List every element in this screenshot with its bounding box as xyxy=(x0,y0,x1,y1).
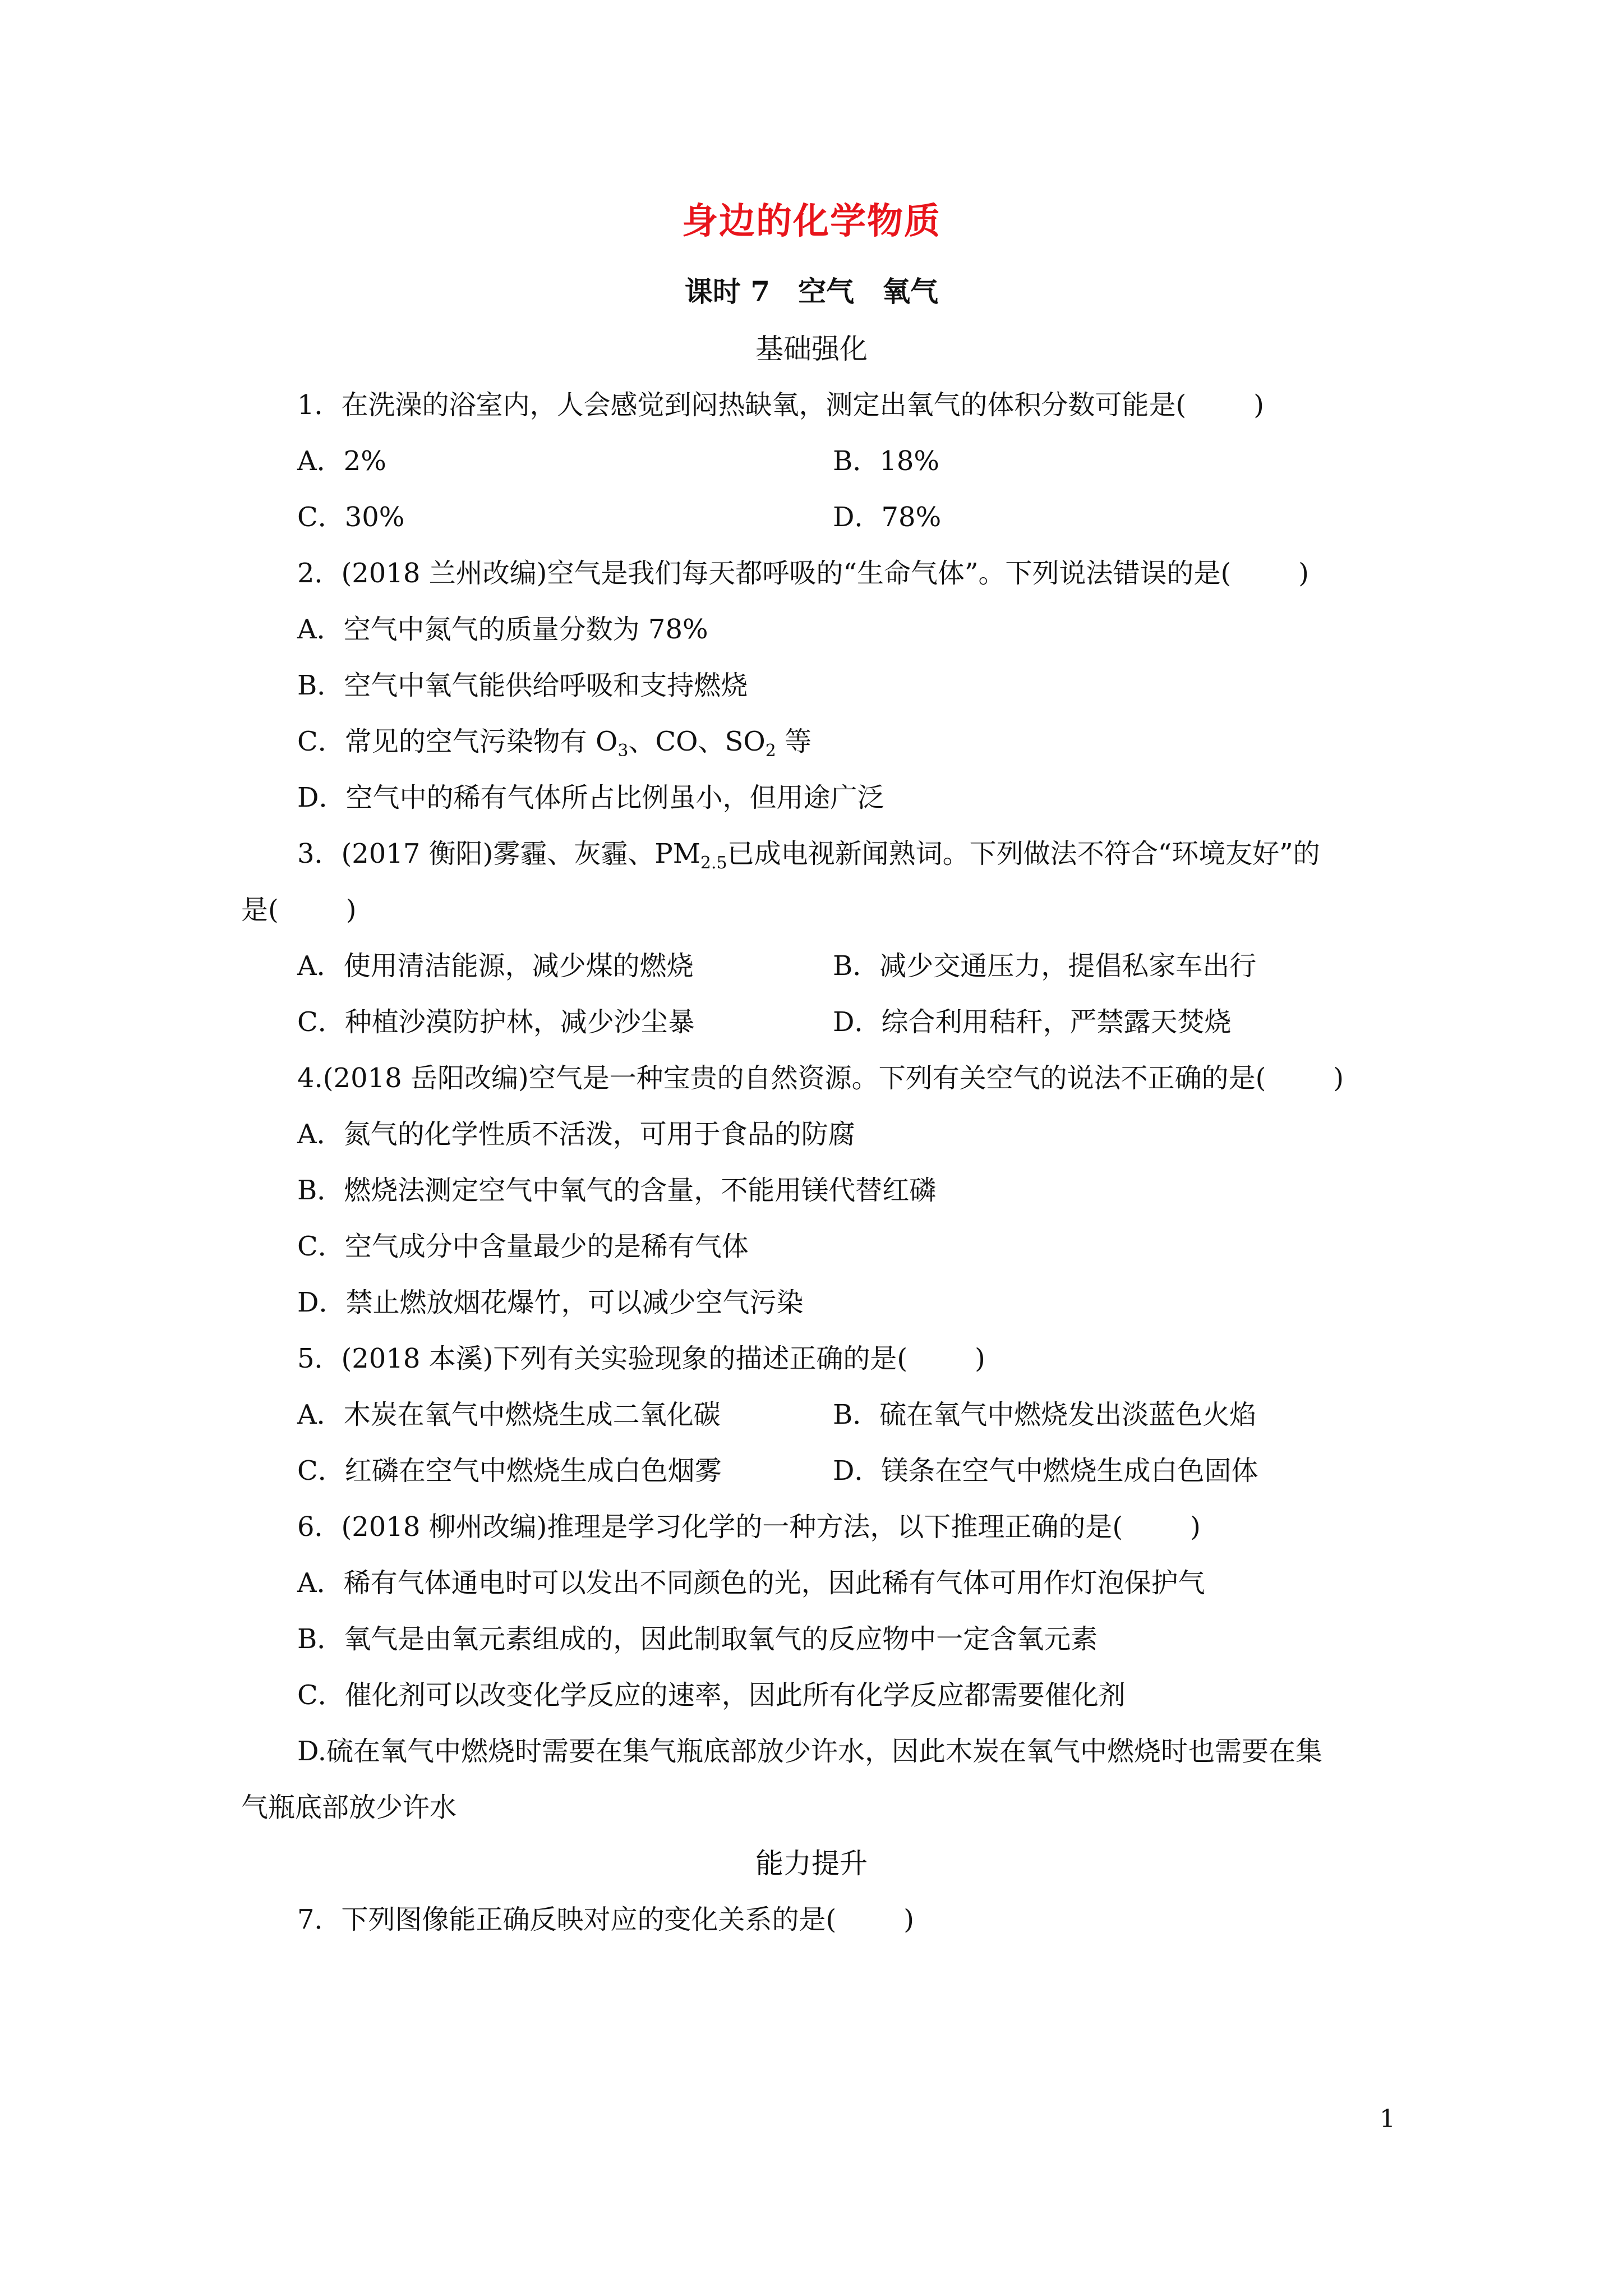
question-3-option-d: D．综合利用秸秆，严禁露天焚烧 xyxy=(833,1006,1232,1038)
question-1-option-b: B．18% xyxy=(833,445,939,477)
question-2-option-b: B．空气中氧气能供给呼吸和支持燃烧 xyxy=(297,670,748,701)
question-4: 4.(2018 岳阳改编)空气是一种宝贵的自然资源。下列有关空气的说法不正确的是( ) xyxy=(297,1062,1344,1094)
question-6-option-b: B．氧气是由氧元素组成的，因此制取氧气的反应物中一定含氧元素 xyxy=(297,1623,1098,1655)
question-7-stem: 7．下列图像能正确反映对应的变化关系的是( xyxy=(297,1904,837,1935)
question-6-option-c: C．催化剂可以改变化学反应的速率，因此所有化学反应都需要催化剂 xyxy=(297,1680,1126,1711)
question-4-stem: 4.(2018 岳阳改编)空气是一种宝贵的自然资源。下列有关空气的说法不正确的是( xyxy=(297,1062,1266,1094)
question-6-option-d: D.硫在氧气中燃烧时需要在集气瓶底部放少许水，因此木炭在氧气中燃烧时也需要在集 xyxy=(297,1736,1323,1767)
question-2: 2．(2018 兰州改编)空气是我们每天都呼吸的“生命气体”。下列说法错误的是( ) xyxy=(297,558,1309,589)
question-4-option-a: A．氮气的化学性质不活泼，可用于食品的防腐 xyxy=(297,1119,855,1150)
section-heading-basic: 基础强化 xyxy=(755,333,868,365)
question-3: 3．(2017 衡阳)雾霾、灰霾、$PM_{2.5}$已成电视新闻熟词。下列做法不符合“环境友好”的 xyxy=(297,838,1320,873)
question-1-option-a: A．2% xyxy=(297,445,386,477)
question-1-option-c: C．30% xyxy=(297,501,405,533)
question-6-option-d-continued: 气瓶底部放少许水 xyxy=(241,1792,457,1823)
question-6: 6．(2018 柳州改编)推理是学习化学的一种方法，以下推理正确的是( ) xyxy=(297,1511,1201,1543)
question-2-option-d: D．空气中的稀有气体所占比例虽小，但用途广泛 xyxy=(297,782,884,813)
question-3-option-a: A．使用清洁能源，减少煤的燃烧 xyxy=(297,950,694,982)
question-5-option-b: B．硫在氧气中燃烧发出淡蓝色火焰 xyxy=(833,1399,1257,1430)
question-1-stem: 1．在洗澡的浴室内，人会感觉到闷热缺氧，测定出氧气的体积分数可能是( xyxy=(297,389,1187,421)
question-3-stem-continued: 是( ) xyxy=(241,894,357,926)
question-5-option-c: C．红磷在空气中燃烧生成白色烟雾 xyxy=(297,1455,722,1487)
question-6-option-a: A．稀有气体通电时可以发出不同颜色的光，因此稀有气体可用作灯泡保护气 xyxy=(297,1567,1205,1599)
question-5: 5．(2018 本溪)下列有关实验现象的描述正确的是( ) xyxy=(297,1343,985,1374)
question-6-stem: 6．(2018 柳州改编)推理是学习化学的一种方法，以下推理正确的是( xyxy=(297,1511,1123,1543)
question-3-option-c: C．种植沙漠防护林，减少沙尘暴 xyxy=(297,1006,695,1038)
question-4-option-b: B．燃烧法测定空气中氧气的含量，不能用镁代替红磷 xyxy=(297,1175,937,1206)
question-2-stem: 2．(2018 兰州改编)空气是我们每天都呼吸的“生命气体”。下列说法错误的是( xyxy=(297,558,1232,589)
question-2-option-c: C．常见的空气污染物有 $O_3$、CO、$SO_2$ 等 xyxy=(297,726,812,761)
page-number: 1 xyxy=(1380,2105,1395,2133)
question-7: 7．下列图像能正确反映对应的变化关系的是( ) xyxy=(297,1904,915,1935)
question-1: 1．在洗澡的浴室内，人会感觉到闷热缺氧，测定出氧气的体积分数可能是( ) xyxy=(297,389,1265,421)
question-2-option-a: A．空气中氮气的质量分数为 78% xyxy=(297,614,708,645)
lesson-subtitle: 课时 7 空气 氧气 xyxy=(684,275,939,308)
question-5-option-d: D．镁条在空气中燃烧生成白色固体 xyxy=(833,1455,1258,1487)
section-heading-advanced: 能力提升 xyxy=(755,1847,868,1880)
question-5-option-a: A．木炭在氧气中燃烧生成二氧化碳 xyxy=(297,1399,721,1430)
question-3-option-b: B．减少交通压力，提倡私家车出行 xyxy=(833,950,1257,982)
question-1-option-d: D．78% xyxy=(833,501,942,533)
question-5-stem: 5．(2018 本溪)下列有关实验现象的描述正确的是( xyxy=(297,1343,908,1374)
document-title: 身边的化学物质 xyxy=(682,200,941,242)
question-4-option-c: C．空气成分中含量最少的是稀有气体 xyxy=(297,1231,749,1262)
question-4-option-d: D．禁止燃放烟花爆竹，可以减少空气污染 xyxy=(297,1287,804,1318)
